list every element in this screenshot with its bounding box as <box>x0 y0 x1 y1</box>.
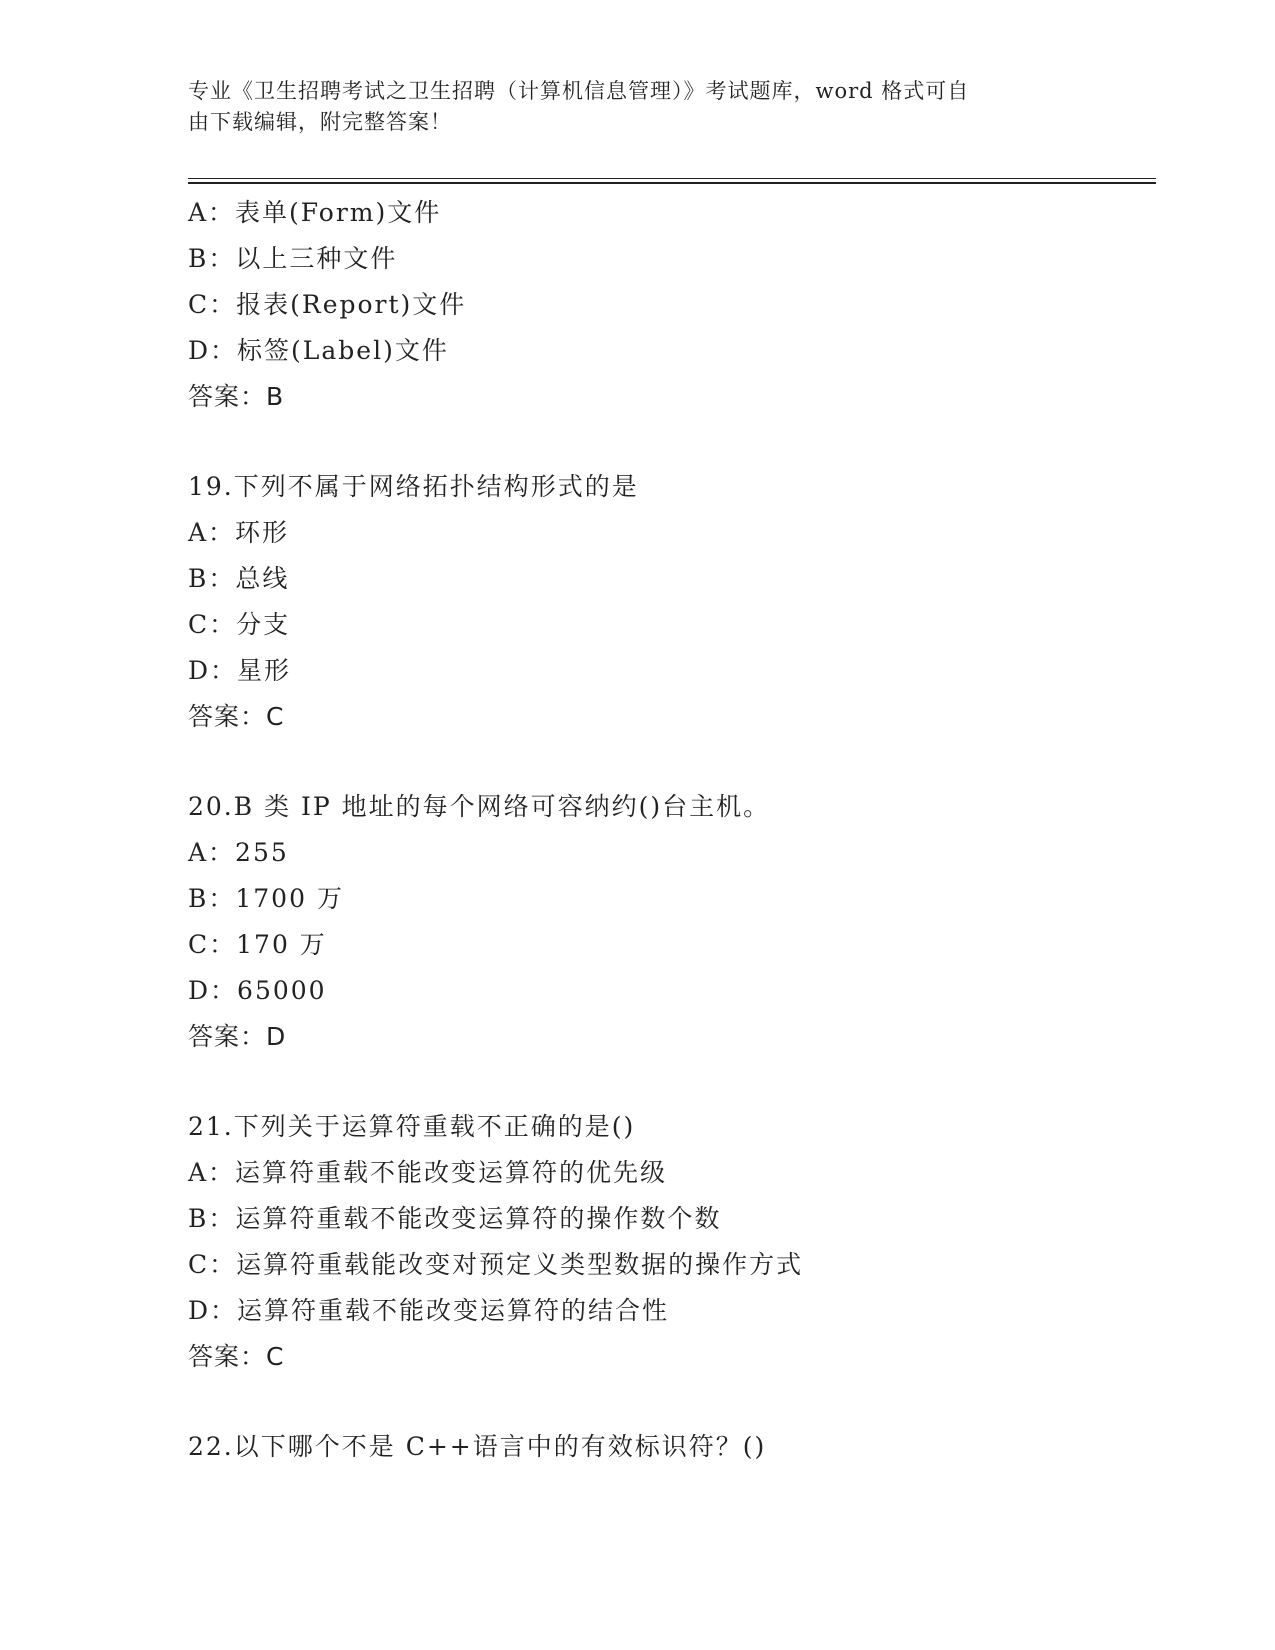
option-a: A：表单(Form)文件 <box>188 198 442 227</box>
option-d: D：65000 <box>188 976 327 1005</box>
header-divider-thick <box>188 182 1156 184</box>
header-divider-thin <box>188 178 1156 179</box>
option-a: A：255 <box>188 838 289 867</box>
question-text: 20.B 类 IP 地址的每个网络可容纳约()台主机。 <box>188 792 771 821</box>
option-c: C：运算符重载能改变对预定义类型数据的操作方式 <box>188 1250 804 1279</box>
document-header <box>188 76 1088 138</box>
option-b: B：总线 <box>188 564 290 593</box>
option-d: D：星形 <box>188 656 292 685</box>
question-19 <box>188 464 1148 740</box>
question-18 <box>188 190 1148 420</box>
answer: 答案：C <box>188 702 285 731</box>
header-line-1: 专业《卫生招聘考试之卫生招聘（计算机信息管理）》考试题库，word 格式可自 <box>188 79 970 103</box>
option-a: A：运算符重载不能改变运算符的优先级 <box>188 1158 668 1187</box>
question-22 <box>188 1424 1148 1470</box>
option-a: A：环形 <box>188 518 290 547</box>
option-d: D：运算符重载不能改变运算符的结合性 <box>188 1296 670 1325</box>
question-21 <box>188 1104 1148 1380</box>
option-b: B：以上三种文件 <box>188 244 398 273</box>
option-d: D：标签(Label)文件 <box>188 336 449 365</box>
option-c: C：报表(Report)文件 <box>188 290 467 319</box>
question-20 <box>188 784 1148 1060</box>
question-text: 22.以下哪个不是 C++语言中的有效标识符？() <box>188 1432 767 1461</box>
answer: 答案：B <box>188 382 285 411</box>
option-b: B：1700 万 <box>188 884 344 913</box>
answer: 答案：D <box>188 1022 287 1051</box>
question-text: 19.下列不属于网络拓扑结构形式的是 <box>188 472 639 501</box>
option-b: B：运算符重载不能改变运算符的操作数个数 <box>188 1204 722 1233</box>
header-line-2: 由下载编辑，附完整答案！ <box>188 110 452 134</box>
option-c: C：分支 <box>188 610 291 639</box>
question-text: 21.下列关于运算符重载不正确的是() <box>188 1112 636 1141</box>
answer: 答案：C <box>188 1342 285 1371</box>
question-list <box>188 190 1148 1470</box>
option-c: C：170 万 <box>188 930 327 959</box>
